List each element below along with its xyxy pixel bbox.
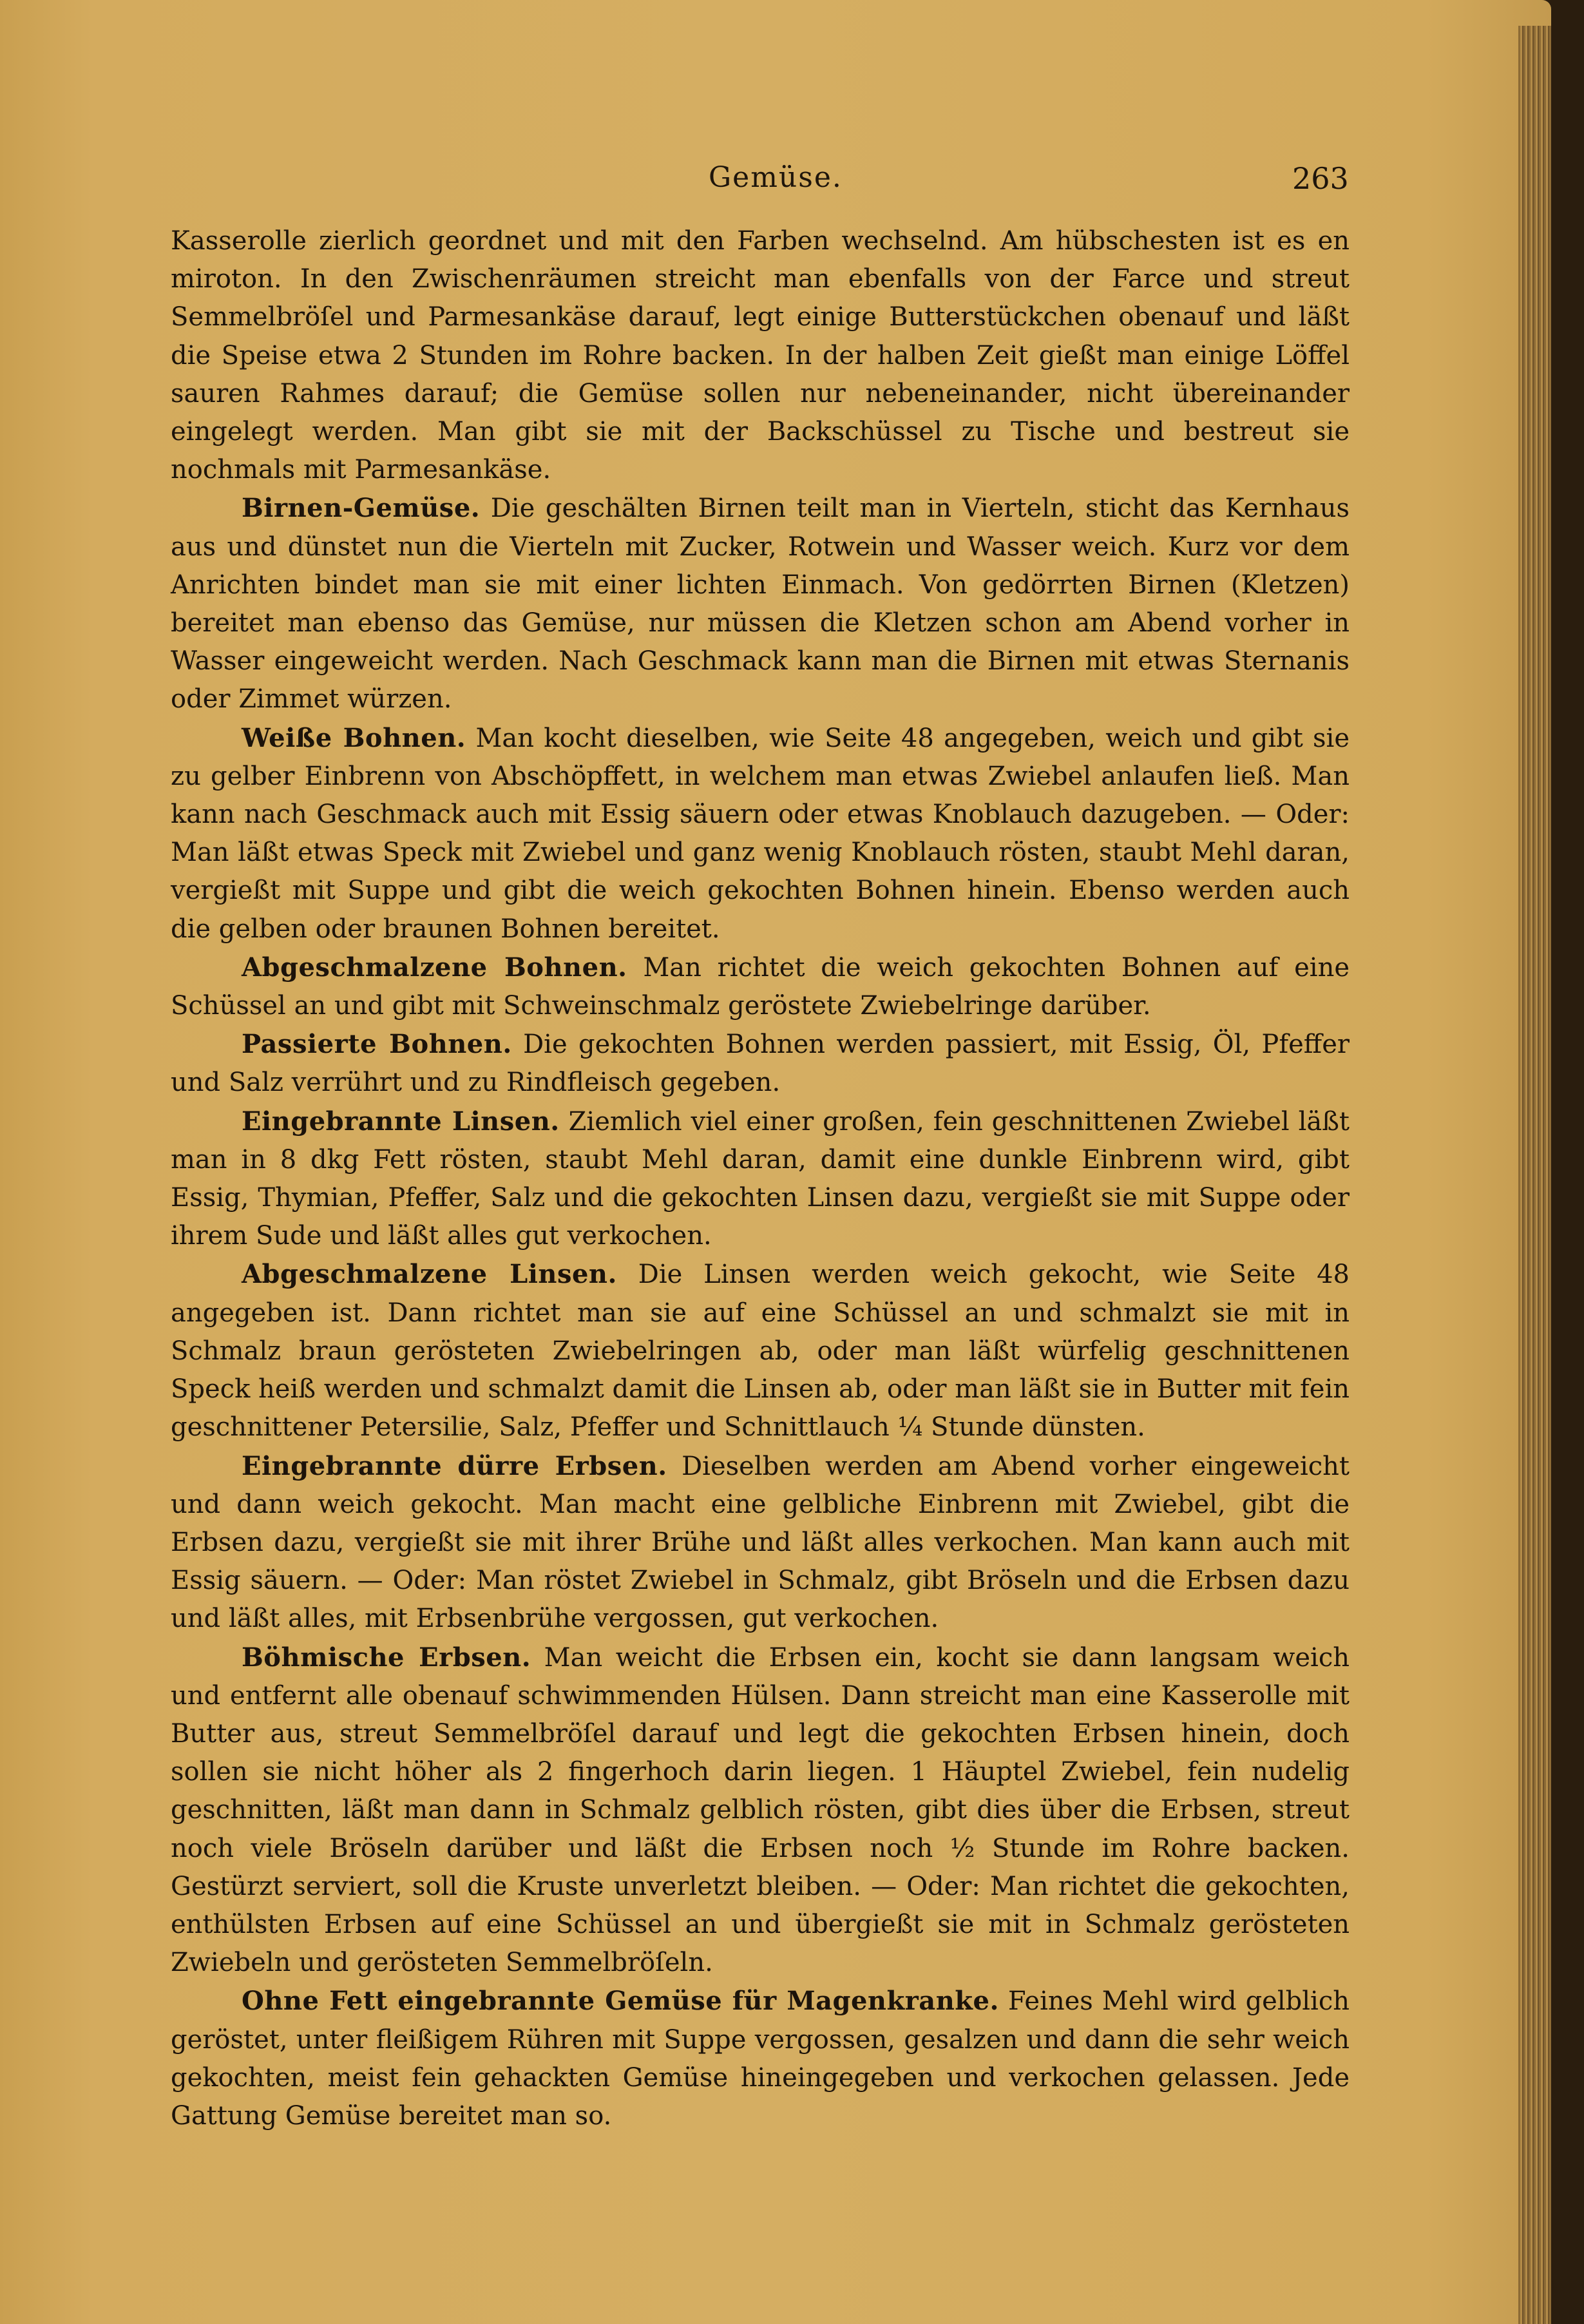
- recipe-text: Ziemlich viel einer großen, fein geschnittenen Zwiebel läßt man in 8 dkg Fett rösten, staubt Mehl daran, damit eine dunkle Einbrenn wird, gibt Essig, Thymian, Pfeffer, Salz und die gekochten Linsen dazu, vergießt sie mit Suppe oder ihrem Sude und läßt alles gut verkochen.: [171, 1106, 1350, 1251]
- recipe-paragraph-passierte-bohnen: [171, 1025, 1350, 1102]
- paragraph: [171, 222, 1350, 489]
- recipe-text: Feines Mehl wird gelblich geröstet, unter fleißigem Rühren mit Suppe vergossen, gesalzen und dann die sehr weich gekochten, meist fein gehackten Gemüse hineingegeben und verkochen gelassen. Jede Gattung Gemüse bereitet man so.: [171, 1986, 1350, 2131]
- recipe-heading: Eingebrannte Linsen.: [242, 1106, 560, 1137]
- body-text: [171, 222, 1350, 2135]
- page-number: 263: [1292, 161, 1349, 196]
- recipe-paragraph-eingebrannte-linsen: [171, 1102, 1350, 1256]
- recipe-heading: Abgeschmalzene Linsen.: [242, 1259, 617, 1290]
- recipe-heading: Ohne Fett eingebrannte Gemüse für Magenkranke.: [242, 1986, 999, 2017]
- recipe-text: Man kocht dieselben, wie Seite 48 angegeben, weich und gibt sie zu gelber Einbrenn von Abschöpffett, in welchem man etwas Zwiebel anlaufen ließ. Man kann nach Geschmack auch mit Essig säuern oder etwas Knoblauch dazugeben. — Oder: Man läßt etwas Speck mit Zwiebel und ganz wenig Knoblauch rösten, staubt Mehl daran, vergießt mit Suppe und gibt die weich gekochten Bohnen hinein. Ebenso werden auch die gelben oder braunen Bohnen bereitet.: [171, 723, 1350, 944]
- recipe-text: Dieselben werden am Abend vorher eingeweicht und dann weich gekocht. Man macht eine gelbliche Einbrenn mit Zwiebel, gibt die Erbsen dazu, vergießt sie mit ihrer Brühe und läßt alles verkochen. Man kann auch mit Essig säuern. — Oder: Man röstet Zwiebel in Schmalz, gibt Bröseln und die Erbsen dazu und läßt alles, mit Erbsenbrühe vergossen, gut verkochen.: [171, 1451, 1350, 1634]
- recipe-text: Man weicht die Erbsen ein, kocht sie dann langsam weich und entfernt alle obenauf schwimmenden Hülsen. Dann streicht man eine Kasserolle mit Butter aus, streut Semmelbröſel darauf und legt die gekochten Erbsen hinein, doch sollen sie nicht höher als 2 fingerhoch darin liegen. 1 Häuptel Zwiebel, fein nudelig geschnitten, läßt man dann in Schmalz gelblich rösten, gibt dies über die Erbsen, streut noch viele Bröseln darüber und läßt die Erbsen noch ½ Stunde im Rohre backen. Gestürzt serviert, soll die Kruste unverletzt bleiben. — Oder: Man richtet die gekochten, enthülsten Erbsen auf eine Schüssel an und übergießt sie mit in Schmalz gerösteten Zwiebeln und gerösteten Semmelbröſeln.: [171, 1642, 1350, 1978]
- recipe-text: Die geschälten Birnen teilt man in Vierteln, sticht das Kernhaus aus und dünstet nun die Vierteln mit Zucker, Rotwein und Wasser weich. Kurz vor dem Anrichten bindet man sie mit einer lichten Einmach. Von gedörrten Birnen (Kletzen) bereitet man ebenso das Gemüse, nur müssen die Kletzen schon am Abend vorher in Wasser eingeweicht werden. Nach Geschmack kann man die Birnen mit etwas Sternanis oder Zimmet würzen.: [171, 494, 1350, 715]
- recipe-heading: Eingebrannte dürre Erbsen.: [242, 1450, 667, 1481]
- recipe-paragraph-abgeschmalzene-bohnen: [171, 948, 1350, 1025]
- recipe-heading: Weiße Bohnen.: [242, 722, 466, 753]
- recipe-text: Man richtet die weich gekochten Bohnen auf eine Schüssel an und gibt mit Schweinschmalz geröstete Zwiebelringe darüber.: [171, 952, 1350, 1021]
- recipe-heading: Böhmische Erbsen.: [242, 1642, 531, 1673]
- recipe-paragraph-eingebrannte-duerre-erbsen: [171, 1447, 1350, 1638]
- recipe-paragraph-magenkranke: [171, 1982, 1350, 2135]
- page-header: [0, 161, 1551, 213]
- recipe-paragraph-birnen-gemuese: [171, 489, 1350, 718]
- recipe-heading: Passierte Bohnen.: [242, 1029, 512, 1060]
- page-edges: [1518, 26, 1551, 2324]
- recipe-paragraph-weisse-bohnen: [171, 719, 1350, 948]
- recipe-paragraph-boehmische-erbsen: [171, 1638, 1350, 1983]
- recipe-paragraph-abgeschmalzene-linsen: [171, 1255, 1350, 1446]
- recipe-heading: Birnen-Gemüse.: [242, 493, 481, 524]
- running-title: Gemüse.: [709, 161, 843, 194]
- paragraph-text: Kasserolle zierlich geordnet und mit den Farben wechselnd. Am hübschesten ist es en miroton. In den Zwischenräumen streicht man ebenfalls von der Farce und streut Semmelbröſel und Parmesankäse darauf, legt einige Butterstückchen obenauf und läßt die Speise etwa 2 Stunden im Rohre backen. In der halben Zeit gießt man einige Löffel sauren Rahmes darauf; die Gemüse sollen nur nebeneinander, nicht übereinander eingelegt werden. Man gibt sie mit der Backschüssel zu Tische und bestreut sie nochmals mit Parmesankäse.: [171, 226, 1350, 485]
- recipe-text: Die Linsen werden weich gekocht, wie Seite 48 angegeben ist. Dann richtet man sie auf eine Schüssel an und schmalzt sie mit in Schmalz braun gerösteten Zwiebelringen ab, oder man läßt würfelig geschnittenen Speck heiß werden und schmalzt damit die Linsen ab, oder man läßt sie in Butter mit fein geschnittener Petersilie, Salz, Pfeffer und Schnittlauch ¼ Stunde dünsten.: [171, 1260, 1350, 1443]
- recipe-text: Die gekochten Bohnen werden passiert, mit Essig, Öl, Pfeffer und Salz verrührt und zu Rindfleisch gegeben.: [171, 1030, 1350, 1098]
- recipe-heading: Abgeschmalzene Bohnen.: [242, 952, 627, 983]
